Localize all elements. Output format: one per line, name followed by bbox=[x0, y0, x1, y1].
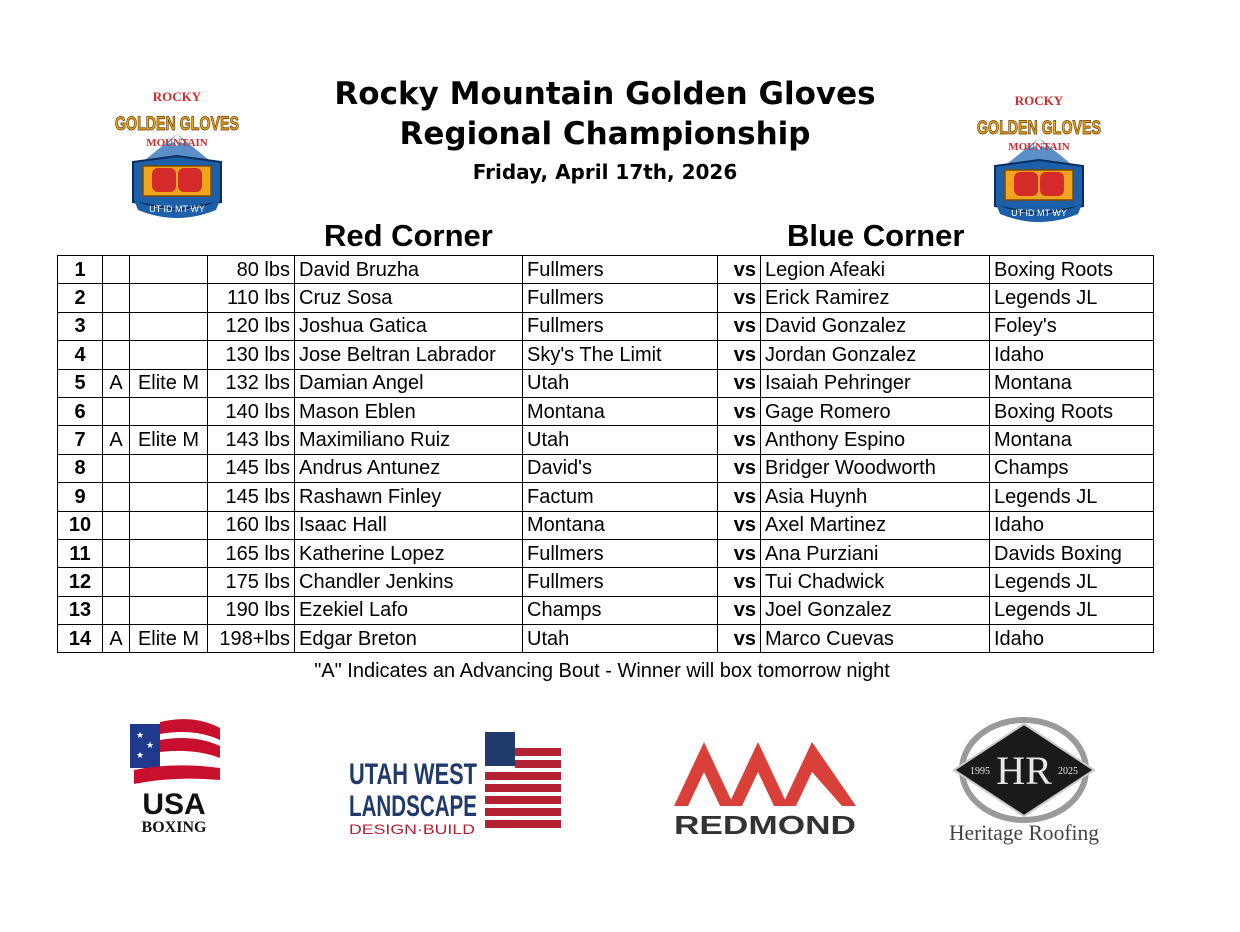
blue-boxer-name: Jordan Gonzalez bbox=[761, 341, 990, 369]
svg-text:DESIGN·BUILD: DESIGN·BUILD bbox=[349, 821, 475, 837]
svg-text:GOLDEN GLOVES: GOLDEN GLOVES bbox=[977, 118, 1101, 139]
blue-boxer-name: Asia Huynh bbox=[761, 483, 990, 511]
versus-label: vs bbox=[718, 568, 761, 596]
advancing-flag bbox=[103, 539, 130, 567]
svg-text:USA: USA bbox=[142, 788, 206, 821]
bout-number: 11 bbox=[58, 539, 103, 567]
bout-class bbox=[130, 256, 208, 284]
red-team: Factum bbox=[523, 483, 718, 511]
svg-text:★: ★ bbox=[136, 731, 145, 741]
bout-class bbox=[130, 397, 208, 425]
svg-text:REDMOND: REDMOND bbox=[674, 810, 856, 840]
advancing-flag bbox=[103, 454, 130, 482]
table-row bbox=[58, 341, 1154, 369]
blue-team: Legends JL bbox=[990, 596, 1154, 624]
blue-boxer-name: Erick Ramirez bbox=[761, 284, 990, 312]
svg-text:★: ★ bbox=[146, 741, 155, 751]
blue-corner-heading: Blue Corner bbox=[787, 218, 965, 253]
red-team: David's bbox=[523, 454, 718, 482]
versus-label: vs bbox=[718, 454, 761, 482]
blue-boxer-name: Bridger Woodworth bbox=[761, 454, 990, 482]
red-boxer-name: Mason Eblen bbox=[295, 397, 523, 425]
table-row bbox=[58, 483, 1154, 511]
versus-label: vs bbox=[718, 426, 761, 454]
advancing-flag: A bbox=[103, 426, 130, 454]
table-row bbox=[58, 454, 1154, 482]
utah-west-landscape-logo bbox=[345, 728, 565, 838]
versus-label: vs bbox=[718, 625, 761, 653]
advancing-flag bbox=[103, 397, 130, 425]
red-boxer-name: Isaac Hall bbox=[295, 511, 523, 539]
blue-boxer-name: Anthony Espino bbox=[761, 426, 990, 454]
svg-text:UTAH WEST: UTAH WEST bbox=[349, 758, 477, 791]
red-boxer-name: Chandler Jenkins bbox=[295, 568, 523, 596]
svg-text:MOUNTAIN: MOUNTAIN bbox=[146, 137, 208, 149]
versus-label: vs bbox=[718, 483, 761, 511]
blue-team: Foley's bbox=[990, 312, 1154, 340]
weight-class: 165 lbs bbox=[208, 539, 295, 567]
weight-class: 140 lbs bbox=[208, 397, 295, 425]
red-boxer-name: Andrus Antunez bbox=[295, 454, 523, 482]
bout-class: Elite M bbox=[130, 625, 208, 653]
heritage-roofing-logo bbox=[944, 712, 1104, 852]
advancing-flag bbox=[103, 483, 130, 511]
blue-team: Idaho bbox=[990, 341, 1154, 369]
versus-label: vs bbox=[718, 341, 761, 369]
bout-number: 10 bbox=[58, 511, 103, 539]
red-team: Fullmers bbox=[523, 284, 718, 312]
versus-label: vs bbox=[718, 256, 761, 284]
red-team: Fullmers bbox=[523, 256, 718, 284]
red-team: Sky's The Limit bbox=[523, 341, 718, 369]
bout-class bbox=[130, 568, 208, 596]
bout-table bbox=[57, 255, 1154, 653]
advancing-flag bbox=[103, 312, 130, 340]
advancing-flag bbox=[103, 341, 130, 369]
versus-label: vs bbox=[718, 539, 761, 567]
weight-class: 175 lbs bbox=[208, 568, 295, 596]
blue-boxer-name: Gage Romero bbox=[761, 397, 990, 425]
red-boxer-name: Ezekiel Lafo bbox=[295, 596, 523, 624]
weight-class: 110 lbs bbox=[208, 284, 295, 312]
svg-text:UT ID MT WY: UT ID MT WY bbox=[149, 204, 205, 214]
red-boxer-name: Damian Angel bbox=[295, 369, 523, 397]
bout-class bbox=[130, 284, 208, 312]
bout-class bbox=[130, 539, 208, 567]
red-boxer-name: Jose Beltran Labrador bbox=[295, 341, 523, 369]
blue-boxer-name: Tui Chadwick bbox=[761, 568, 990, 596]
svg-text:BOXING: BOXING bbox=[141, 819, 207, 836]
bout-number: 12 bbox=[58, 568, 103, 596]
svg-text:UT ID MT WY: UT ID MT WY bbox=[1011, 208, 1067, 218]
versus-label: vs bbox=[718, 596, 761, 624]
red-corner-heading: Red Corner bbox=[324, 218, 493, 253]
versus-label: vs bbox=[718, 397, 761, 425]
weight-class: 130 lbs bbox=[208, 341, 295, 369]
blue-boxer-name: Marco Cuevas bbox=[761, 625, 990, 653]
bout-number: 14 bbox=[58, 625, 103, 653]
red-boxer-name: Katherine Lopez bbox=[295, 539, 523, 567]
versus-label: vs bbox=[718, 369, 761, 397]
red-team: Utah bbox=[523, 426, 718, 454]
bout-number: 2 bbox=[58, 284, 103, 312]
bout-number: 9 bbox=[58, 483, 103, 511]
red-boxer-name: Edgar Breton bbox=[295, 625, 523, 653]
red-boxer-name: Rashawn Finley bbox=[295, 483, 523, 511]
bout-class bbox=[130, 596, 208, 624]
blue-team: Legends JL bbox=[990, 483, 1154, 511]
svg-text:MOUNTAIN: MOUNTAIN bbox=[1008, 141, 1070, 153]
blue-boxer-name: Legion Afeaki bbox=[761, 256, 990, 284]
bout-number: 8 bbox=[58, 454, 103, 482]
versus-label: vs bbox=[718, 284, 761, 312]
svg-text:1995: 1995 bbox=[970, 766, 990, 777]
weight-class: 145 lbs bbox=[208, 483, 295, 511]
blue-team: Champs bbox=[990, 454, 1154, 482]
advancing-flag bbox=[103, 284, 130, 312]
table-row bbox=[58, 625, 1154, 653]
red-boxer-name: Cruz Sosa bbox=[295, 284, 523, 312]
red-team: Champs bbox=[523, 596, 718, 624]
red-boxer-name: Joshua Gatica bbox=[295, 312, 523, 340]
bout-number: 1 bbox=[58, 256, 103, 284]
blue-team: Legends JL bbox=[990, 284, 1154, 312]
red-team: Fullmers bbox=[523, 312, 718, 340]
table-row bbox=[58, 312, 1154, 340]
weight-class: 198+lbs bbox=[208, 625, 295, 653]
table-row bbox=[58, 284, 1154, 312]
bout-class bbox=[130, 454, 208, 482]
svg-text:ROCKY: ROCKY bbox=[1014, 93, 1064, 108]
usa-boxing-logo bbox=[124, 714, 224, 838]
redmond-logo bbox=[670, 734, 860, 840]
table-row bbox=[58, 397, 1154, 425]
table-row bbox=[58, 539, 1154, 567]
blue-boxer-name: Axel Martinez bbox=[761, 511, 990, 539]
red-team: Montana bbox=[523, 397, 718, 425]
bout-class bbox=[130, 341, 208, 369]
svg-text:LANDSCAPE: LANDSCAPE bbox=[349, 790, 477, 823]
table-row bbox=[58, 568, 1154, 596]
weight-class: 132 lbs bbox=[208, 369, 295, 397]
advancing-flag bbox=[103, 256, 130, 284]
bout-number: 4 bbox=[58, 341, 103, 369]
blue-boxer-name: David Gonzalez bbox=[761, 312, 990, 340]
red-team: Fullmers bbox=[523, 568, 718, 596]
red-boxer-name: David Bruzha bbox=[295, 256, 523, 284]
svg-text:HR: HR bbox=[996, 748, 1052, 793]
svg-text:ROCKY: ROCKY bbox=[152, 89, 202, 104]
blue-team: Idaho bbox=[990, 625, 1154, 653]
weight-class: 120 lbs bbox=[208, 312, 295, 340]
page-subtitle: Regional Championship bbox=[399, 116, 811, 152]
red-team: Montana bbox=[523, 511, 718, 539]
svg-text:2025: 2025 bbox=[1058, 766, 1078, 777]
bout-class bbox=[130, 483, 208, 511]
blue-team: Davids Boxing bbox=[990, 539, 1154, 567]
table-row bbox=[58, 256, 1154, 284]
bout-class bbox=[130, 312, 208, 340]
table-row bbox=[58, 596, 1154, 624]
red-team: Fullmers bbox=[523, 539, 718, 567]
blue-boxer-name: Joel Gonzalez bbox=[761, 596, 990, 624]
blue-team: Montana bbox=[990, 369, 1154, 397]
advancing-note: "A" Indicates an Advancing Bout - Winner will box tomorrow night bbox=[314, 660, 890, 682]
bout-number: 5 bbox=[58, 369, 103, 397]
svg-text:★: ★ bbox=[136, 751, 145, 761]
page-title: Rocky Mountain Golden Gloves bbox=[334, 76, 876, 112]
weight-class: 145 lbs bbox=[208, 454, 295, 482]
bout-number: 13 bbox=[58, 596, 103, 624]
versus-label: vs bbox=[718, 312, 761, 340]
red-boxer-name: Maximiliano Ruiz bbox=[295, 426, 523, 454]
advancing-flag: A bbox=[103, 625, 130, 653]
weight-class: 160 lbs bbox=[208, 511, 295, 539]
versus-label: vs bbox=[718, 511, 761, 539]
advancing-flag bbox=[103, 568, 130, 596]
blue-team: Montana bbox=[990, 426, 1154, 454]
blue-team: Boxing Roots bbox=[990, 256, 1154, 284]
bout-number: 7 bbox=[58, 426, 103, 454]
event-date: Friday, April 17th, 2026 bbox=[472, 160, 738, 184]
bout-number: 3 bbox=[58, 312, 103, 340]
blue-boxer-name: Isaiah Pehringer bbox=[761, 369, 990, 397]
advancing-flag: A bbox=[103, 369, 130, 397]
bout-class: Elite M bbox=[130, 369, 208, 397]
table-row bbox=[58, 511, 1154, 539]
table-row bbox=[58, 426, 1154, 454]
weight-class: 190 lbs bbox=[208, 596, 295, 624]
advancing-flag bbox=[103, 596, 130, 624]
advancing-flag bbox=[103, 511, 130, 539]
svg-text:Heritage Roofing: Heritage Roofing bbox=[949, 820, 1099, 845]
blue-boxer-name: Ana Purziani bbox=[761, 539, 990, 567]
weight-class: 80 lbs bbox=[208, 256, 295, 284]
bout-class bbox=[130, 511, 208, 539]
blue-team: Legends JL bbox=[990, 568, 1154, 596]
svg-text:GOLDEN GLOVES: GOLDEN GLOVES bbox=[115, 114, 239, 135]
red-team: Utah bbox=[523, 625, 718, 653]
red-team: Utah bbox=[523, 369, 718, 397]
blue-team: Boxing Roots bbox=[990, 397, 1154, 425]
weight-class: 143 lbs bbox=[208, 426, 295, 454]
bout-number: 6 bbox=[58, 397, 103, 425]
table-row bbox=[58, 369, 1154, 397]
bout-class: Elite M bbox=[130, 426, 208, 454]
blue-team: Idaho bbox=[990, 511, 1154, 539]
